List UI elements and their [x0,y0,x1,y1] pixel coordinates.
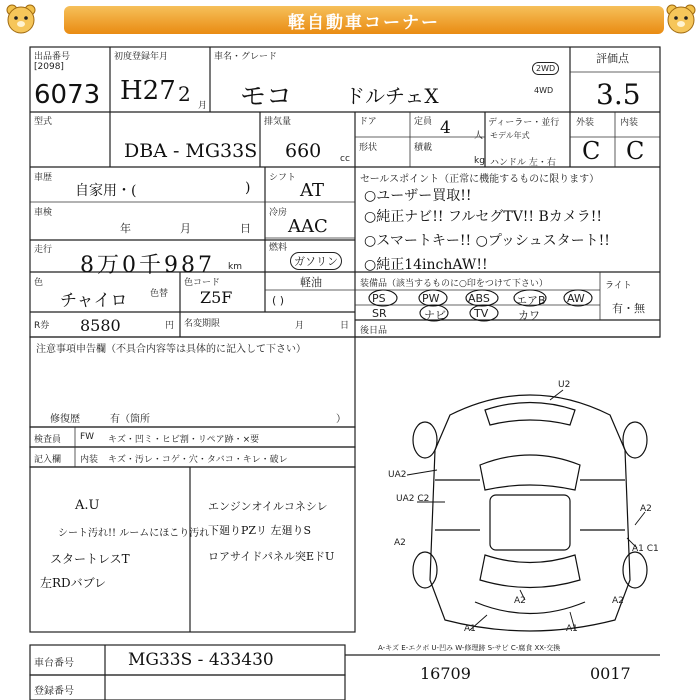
usage-value: 自家用・( [75,183,137,199]
name-change-day: 日 [340,321,350,331]
notes-label: 注意事項申告欄（不具合内容等は具体的に記入して下さい） [36,344,306,355]
fuel-label: 燃料 [269,243,288,253]
name-change-month: 月 [295,321,305,331]
equipment-airbag: エアB [516,294,546,307]
cooling-value: AAC [288,216,328,237]
repair-history-value: 有（箇所 [110,414,150,425]
repair-history-label: 修復歴 [50,414,80,425]
fuel-gasoline-option: ガソリン [290,252,342,270]
km-unit: km [228,262,242,272]
damage-mark: A2 [640,504,652,514]
score-label: 評価点 [596,52,629,65]
sales-points-label: セールスポイント（正常に機能するものに限ります） [360,174,600,185]
first-registration-label: 初度登録年月 [114,52,169,62]
inspector-label: 検査員 [34,435,62,445]
registration-number-label: 登録番号 [34,686,74,697]
exterior-label: 外装 [576,118,595,128]
handle-label: ハンドル 左・右 [490,158,556,168]
recycle-fee-value: 8580 [80,316,121,335]
month-unit: 月 [180,222,191,235]
listing-number: 6073 [34,80,101,110]
fw-label: FW [80,432,95,442]
cooling-label: 冷房 [269,208,288,218]
finding-left: A.U [75,498,100,513]
damage-legend: A-キズ E-エクボ U-凹み W-修理跡 S-サビ C-腐食 XX-交換 [378,644,561,652]
kg-unit: kg [474,156,485,166]
drive-2wd-option: 2WD [532,62,559,75]
color-value: チャイロ [60,291,128,311]
damage-mark: A2 [514,596,526,606]
yen-unit: 円 [165,321,175,331]
entry-label: 記入欄 [34,455,62,465]
fuel-diesel-option: 軽油 [300,276,322,289]
page-title: 軽自動車コーナー [288,13,440,33]
exterior-grade: C [582,137,601,165]
displacement-value: 660 [285,140,322,162]
drive-4wd-option: 4WD [534,86,554,95]
trade-label: ライト [605,281,632,291]
mileage-label: 走行 [34,245,53,255]
listing-sub-code: [2098] [34,62,64,72]
chassis-number-value: MG33S - 433430 [128,650,274,670]
shift-value: AT [300,180,325,201]
finding-left: シート汚れ!! ルームにほこり汚れ [58,528,210,539]
interior-label: 内装 [620,118,639,128]
car-damage-diagram [395,380,665,645]
first-registration-month: 2 [178,82,191,106]
damage-mark: UA2 C2 [396,494,430,504]
equipment-label: 装備品（該当するものに○印をつけて下さい） [360,279,548,289]
inspection-label: 車検 [34,208,53,218]
cc-unit: cc [340,154,350,164]
fuel-other-paren: ( ) [272,294,285,307]
evaluation-score: 3.5 [596,78,641,111]
sales-point-line: ○ユーザー買取!! [364,188,472,204]
chassis-number-label: 車台番号 [34,658,74,669]
load-label: 積載 [414,143,433,153]
after-items-label: 後日品 [360,326,388,336]
shift-label: シフト [269,173,297,183]
model-type-label: 型式 [34,117,53,127]
equipment-sr: SR [372,307,387,320]
fw-items: キズ・凹ミ・ヒビ割・リペア跡・×要 [108,435,260,445]
color-code-value: Z5F [200,288,233,307]
equipment-ps: PS [372,292,386,305]
color-change-label: 色替 [150,289,169,299]
capacity-value: 4 [440,118,451,138]
interior-entry-label: 内装 [80,455,99,465]
lot-code: 0017 [590,664,631,683]
recycle-label: R券 [34,321,50,331]
door-label: ドア [359,117,377,127]
equipment-navi: ナビ [424,309,446,322]
color-label: 色 [34,278,44,288]
person-unit: 人 [474,131,484,141]
body-shape-label: 形状 [359,143,378,153]
damage-mark: A2 [612,596,624,606]
damage-mark: U2 [558,380,571,390]
equipment-tv: TV [474,307,489,320]
equipment-leather: カワ [518,309,540,322]
damage-mark: A1 C1 [632,544,659,554]
damage-mark: A1 [566,624,578,634]
usage-close: ) [245,180,251,196]
finding-right: 下廻りPZリ 左廻りS [208,524,312,537]
sales-point-line: ○純正14inchAW!! [364,257,488,273]
repair-history-close: ） [336,414,346,425]
first-registration-era: H27 [120,76,176,106]
model-name: モコ [240,82,293,112]
equipment-abs: ABS [468,292,490,305]
yes-no-option: 有・無 [612,302,645,315]
equipment-aw: AW [567,292,585,305]
color-code-label: 色コード [184,278,221,288]
year-unit: 年 [120,222,131,235]
odometer-code: 16709 [420,664,471,683]
finding-left: スタートレスT [50,552,130,566]
capacity-label: 定員 [414,117,433,127]
usage-history-label: 車歴 [34,173,53,183]
finding-right: ロアサイドパネル突EドU [208,550,335,563]
equipment-pw: PW [422,292,440,305]
finding-left: 左RDバブレ [40,576,107,590]
month-unit: 月 [198,101,208,111]
displacement-label: 排気量 [264,117,292,127]
sales-point-line: ○純正ナビ!! フルセグTV!! Bカメラ!! [364,209,603,225]
damage-mark: A1 [464,624,476,634]
dealer-label: ディーラー・並行 [488,118,560,128]
interior-grade: C [626,137,645,165]
name-change-label: 名変期限 [184,319,221,329]
interior-items: キズ・汚レ・コゲ・穴・タバコ・キレ・破レ [108,455,288,465]
day-unit: 日 [240,222,251,235]
grade-name: ドルチェX [345,84,439,108]
model-grade-label: 車名・グレード [214,52,278,62]
damage-mark: UA2 [388,470,407,480]
damage-mark: A2 [394,538,406,548]
model-type-value: DBA - MG33S [124,140,258,162]
mileage-value: 8万0千987 [80,253,215,278]
sales-point-line: ○スマートキー!! ○プッシュスタート!! [364,233,610,249]
listing-number-label: 出品番号 [34,52,71,62]
model-year-label: モデル年式 [490,131,530,140]
finding-right: エンジンオイルコネシレ [208,500,328,513]
